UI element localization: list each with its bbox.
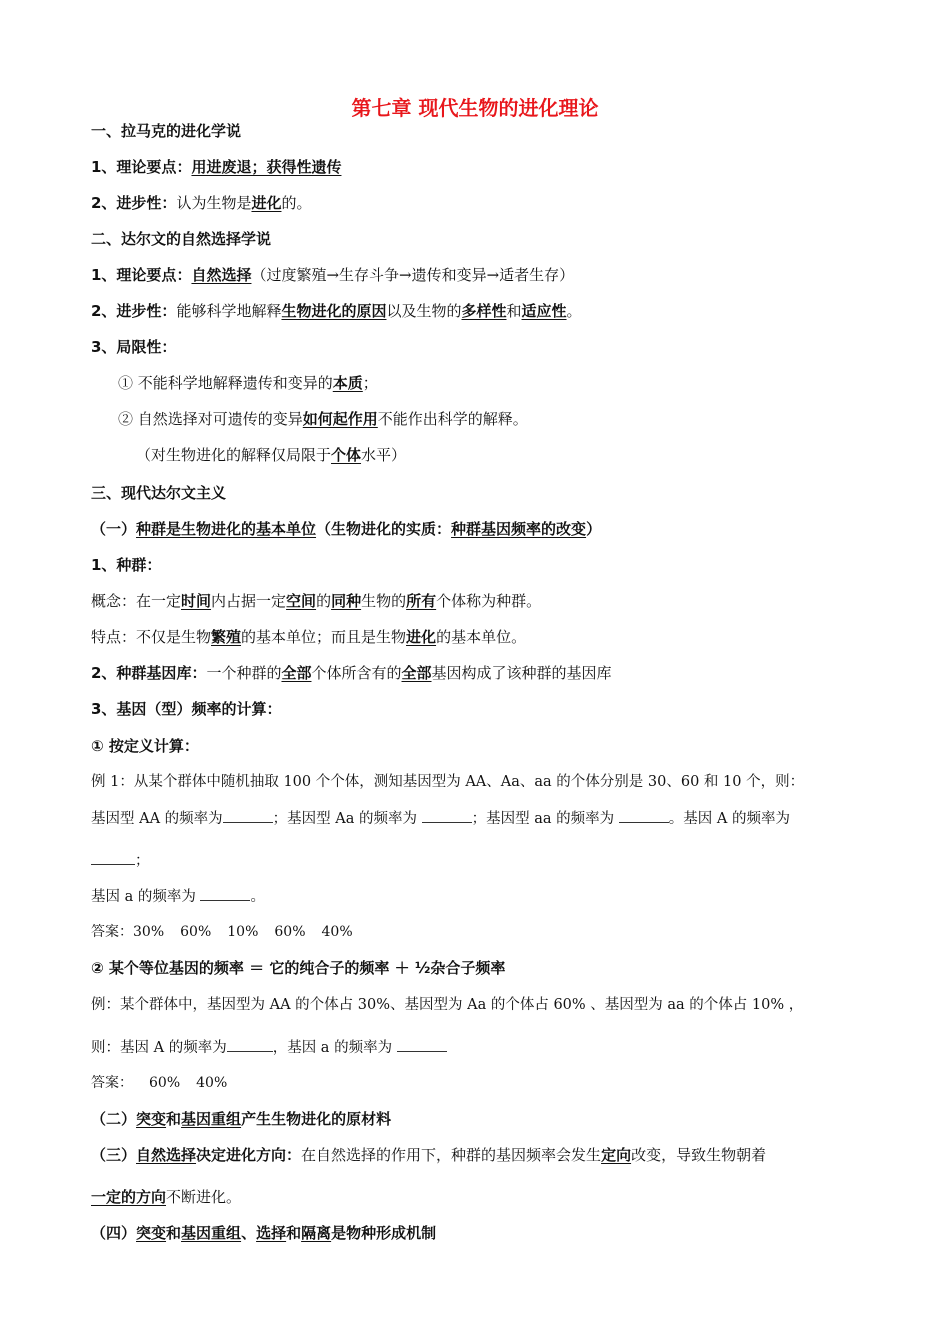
underlined-term: 定向: [601, 1146, 632, 1164]
answer-blank: [422, 808, 472, 823]
text: 则：基因 A 的频率为: [91, 1040, 227, 1056]
limitation-item-1: [118, 373, 378, 393]
text: ，基因 a 的频率为: [272, 1040, 393, 1056]
section-heading-darwin: 二、达尔文的自然选择学说: [91, 230, 272, 248]
text: 基因 a 的频率为: [91, 889, 196, 905]
section-heading-lamarck: 一、拉马克的进化学说: [91, 122, 242, 140]
gene-pool: [91, 663, 612, 683]
text: 和: [286, 1224, 302, 1242]
subsection-4: [91, 1223, 436, 1243]
lamarck-theory-points: [91, 157, 341, 177]
text: 决定进化方向：: [196, 1146, 302, 1164]
text: （四）: [91, 1224, 137, 1242]
underlined-term: 基因重组: [181, 1224, 242, 1242]
text: （二）: [91, 1110, 137, 1128]
method-1-label: ① 按定义计算：: [91, 737, 199, 755]
lamarck-progress: [91, 193, 312, 213]
example-1-questions: [91, 808, 790, 829]
underlined-term: 自然选择: [191, 266, 252, 284]
underlined-term: 空间: [286, 592, 317, 610]
answer-label: 答案：: [91, 1075, 133, 1091]
underlined-term: 个体: [331, 446, 362, 464]
underlined-term: 进化: [406, 628, 437, 646]
text: 改变，导致生物朝着: [631, 1146, 767, 1164]
underlined-term: 同种: [331, 592, 362, 610]
population-concept: [91, 591, 541, 611]
answer-value: 40%: [321, 924, 353, 940]
text: 水平）: [361, 446, 407, 464]
text: 。基因 A 的频率为: [668, 811, 790, 827]
underlined-term: 生物进化的原因: [281, 302, 387, 320]
text: 个体所含有的: [311, 664, 402, 682]
text: 一个种群的: [206, 664, 282, 682]
example-1-text: 例 1：从某个群体中随机抽取 100 个个体，测知基因型为 AA、Aa、aa 的个体分别是 30、60 和 10 个，则：: [91, 774, 805, 790]
limitation-item-2: [118, 409, 528, 429]
text: ① 不能科学地解释遗传和变异的: [118, 374, 333, 392]
text: 能够科学地解释: [176, 302, 282, 320]
text: ；基因型 aa 的频率为: [471, 811, 615, 827]
text: 的基本单位；而且是生物: [241, 628, 407, 646]
answer-1: [91, 922, 353, 942]
underlined-term: 基因重组: [181, 1110, 242, 1128]
text: 。: [250, 889, 265, 905]
label: 1、理论要点：: [91, 158, 192, 176]
answer-value: 60%: [180, 924, 212, 940]
underlined-term: 本质: [332, 374, 363, 392]
underlined-term: 适应性: [521, 302, 567, 320]
text: 生物的: [361, 592, 407, 610]
text: 和: [506, 302, 522, 320]
subsection-3: [91, 1145, 766, 1165]
text: 以及生物的: [386, 302, 462, 320]
label: 2、进步性：: [91, 302, 177, 320]
limitation-note: [136, 445, 406, 465]
text: 是物种形成机制: [331, 1224, 437, 1242]
text: 在自然选择的作用下，种群的基因频率会发生: [301, 1146, 602, 1164]
text: （对生物进化的解释仅局限于: [136, 446, 332, 464]
text: 概念：在一定: [91, 592, 182, 610]
text: 、: [241, 1224, 257, 1242]
text: 不能作出科学的解释。: [377, 410, 528, 428]
text: 。: [566, 302, 582, 320]
subsection-2: [91, 1109, 391, 1129]
population-features: [91, 627, 526, 647]
underlined-term: 进化: [251, 194, 282, 212]
underlined-term: 突变: [136, 1224, 167, 1242]
darwin-limitations-label: 3、局限性：: [91, 338, 177, 356]
underlined-term: 突变: [136, 1110, 167, 1128]
answer-value: 10%: [227, 924, 259, 940]
text: 个体称为种群。: [436, 592, 542, 610]
text: 的基本单位。: [436, 628, 527, 646]
answer-label: 答案：: [91, 924, 133, 940]
text: （三）: [91, 1146, 137, 1164]
underlined-term: 用进废退；获得性遗传: [191, 158, 342, 176]
subsection-1: [91, 519, 601, 539]
underlined-term: 繁殖: [211, 628, 242, 646]
text: ；基因型 Aa 的频率为: [272, 811, 418, 827]
text: 和: [166, 1110, 182, 1128]
answer-blank: [227, 1037, 273, 1052]
text: 不断进化。: [166, 1188, 242, 1206]
example-1-question-a: [91, 886, 265, 907]
text: （生物进化的实质：: [316, 520, 452, 538]
darwin-theory-points: [91, 265, 574, 285]
underlined-term: 时间: [181, 592, 212, 610]
underlined-term: 隔离: [301, 1224, 332, 1242]
section-heading-modern-darwinism: 三、现代达尔文主义: [91, 484, 227, 502]
frequency-calc-label: 3、基因（型）频率的计算：: [91, 700, 282, 718]
underlined-term: 种群是生物进化的基本单位: [136, 520, 317, 538]
answer-blank: [200, 886, 250, 901]
underlined-term: 全部: [281, 664, 312, 682]
label: 1、理论要点：: [91, 266, 192, 284]
underlined-term: 一定的方向: [91, 1188, 167, 1206]
label: 2、种群基因库：: [91, 664, 207, 682]
answer-blank: [619, 808, 669, 823]
answer-blank: [223, 808, 273, 823]
text: ）: [586, 520, 602, 538]
answer-value: 60%: [149, 1075, 181, 1091]
text: 和: [166, 1224, 182, 1242]
text: 内占据一定: [211, 592, 287, 610]
answer-value: 60%: [274, 924, 306, 940]
text: 基因型 AA 的频率为: [91, 811, 223, 827]
answer-value: 40%: [196, 1075, 228, 1091]
underlined-term: 如何起作用: [302, 410, 378, 428]
text: 产生生物进化的原材料: [241, 1110, 392, 1128]
underlined-term: 多样性: [461, 302, 507, 320]
answer-value: 30%: [133, 924, 165, 940]
example-2-questions: [91, 1037, 447, 1058]
example-1-continuation: [91, 850, 150, 871]
underlined-term: 全部: [401, 664, 432, 682]
answer-blank: [91, 850, 135, 865]
text: 认为生物是: [176, 194, 252, 212]
text: 基因构成了该种群的基因库: [431, 664, 612, 682]
underlined-term: 种群基因频率的改变: [451, 520, 587, 538]
underlined-term: 选择: [256, 1224, 287, 1242]
text: （一）: [91, 520, 137, 538]
population-label: 1、种群：: [91, 556, 162, 574]
answer-2: [91, 1073, 227, 1093]
text: ；: [362, 374, 378, 392]
text: 的: [316, 592, 332, 610]
underlined-term: 所有: [406, 592, 437, 610]
text: ；: [135, 853, 150, 869]
text: 的。: [281, 194, 312, 212]
chapter-title: 第七章 现代生物的进化理论: [351, 96, 599, 120]
text: 特点：不仅是生物: [91, 628, 212, 646]
text: （过度繁殖→生存斗争→遗传和变异→适者生存）: [251, 266, 575, 284]
darwin-progress: [91, 301, 582, 321]
underlined-term: 自然选择: [136, 1146, 197, 1164]
example-2-text: 例：某个群体中，基因型为 AA 的个体占 30%、基因型为 Aa 的个体占 60% 、基因型为 aa 的个体占 10% ，: [91, 997, 804, 1013]
label: 2、进步性：: [91, 194, 177, 212]
answer-blank: [397, 1037, 447, 1052]
method-2-label: ② 某个等位基因的频率 ＝ 它的纯合子的频率 ＋ ½杂合子频率: [91, 959, 506, 977]
subsection-3-continuation: [91, 1187, 241, 1207]
text: ② 自然选择对可遗传的变异: [118, 410, 303, 428]
